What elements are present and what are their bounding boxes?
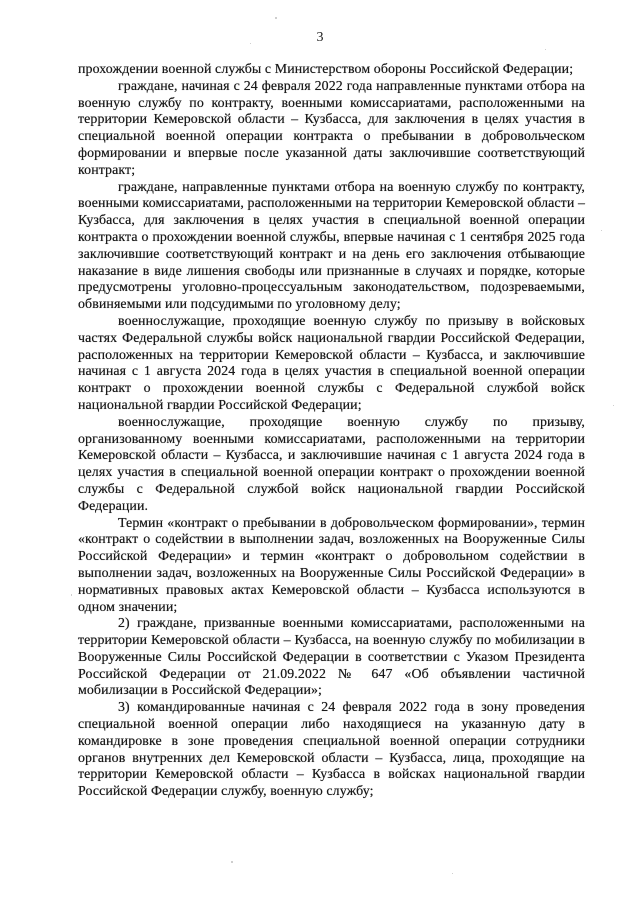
paragraph-continuation: прохождении военной службы с Министерством обороны Российской Федерации; <box>78 62 574 77</box>
scan-noise-speck <box>452 873 453 874</box>
paragraph: 2) граждане, призванные военными комиссариатами, расположенными на территории Кемеровской области – Кузбасса, на военную службу по мобилизации в Вооруженные Силы Российской Федерации в соответствии с Указом Президента Российской Федерации от 21.09.2022 № 647 «Об объявлении частичной мобилизации в Российской Федерации»; <box>78 616 585 699</box>
scan-noise-speck <box>71 594 72 596</box>
paragraph: граждане, направленные пунктами отбора на военную службу по контракту, военными комиссариатами, расположенными на территории Кемеровской области – Кузбасса, для заключения в целях участия в специальной военной операции контракта о прохождении военной службы, впервые начиная с 1 сентября 2025 года заключившие соответствующий контракт и на день его заключения отбывающие наказание в виде лишения свободы или признанные в случаях и порядке, которые предусмотрены уголовно-процессуальным законодательством, подозреваемыми, обвиняемыми или подсудимыми по уголовному делу; <box>78 179 585 313</box>
scan-noise-speck <box>613 405 614 406</box>
document-text-block <box>78 62 585 801</box>
paragraph: граждане, начиная с 24 февраля 2022 года направленные пунктами отбора на военную службу по контракту, военными комиссариатами, расположенными на территории Кемеровской области – Кузбасса, для заключения в целях участия в специальной военной операции контракта о пребывании в добровольческом формировании и впервые после указанной даты заключившие соответствующий контракт; <box>78 78 585 178</box>
scan-noise-speck <box>275 17 277 19</box>
paragraph: военнослужащие, проходящие военную службу по призыву в войсковых частях Федеральной службы войск национальной гвардии Российской Федерации, расположенных на территории Кемеровской области – Кузбасса, и заключившие начиная с 1 августа 2024 года в целях участия в специальной военной операции контракт о прохождении военной службы с Федеральной службой войск национальной гвардии Российской Федерации; <box>78 313 585 413</box>
scan-noise-speck <box>231 861 233 863</box>
scan-noise-speck <box>601 230 602 231</box>
scan-noise-speck <box>250 43 251 44</box>
page-number: 3 <box>316 30 324 45</box>
paragraph: военнослужащие, проходящие военную службу по призыву, организованному военными комиссариатами, расположенными на территории Кемеровской области – Кузбасса, и заключившие начиная с 1 августа 2024 года в целях участия в специальной военной операции контракт о прохождении военной службы с Федеральной службой войск национальной гвардии Российской Федерации. <box>78 414 585 514</box>
paragraph: 3) командированные начиная с 24 февраля 2022 года в зону проведения специальной военной операции либо находящиеся на указанную дату в командировке в зоне проведения специальной военной операции сотрудники органов внутренних дел Кемеровской области – Кузбасса, лица, проходящие на территории Кемеровской области – Кузбасса в войсках национальной гвардии Российской Федерации службу, военную службу; <box>78 700 585 800</box>
scan-noise-speck <box>545 49 546 50</box>
paragraph: Термин «контракт о пребывании в добровольческом формировании», термин «контракт о содействии в выполнении задач, возложенных на Вооруженные Силы Российской Федерации» и термин «контракт о добровольном содействии в выполнении задач, возложенных на Вооруженные Силы Российской Федерации» в нормативных правовых актах Кемеровской области – Кузбасса используются в одном значении; <box>78 515 585 615</box>
